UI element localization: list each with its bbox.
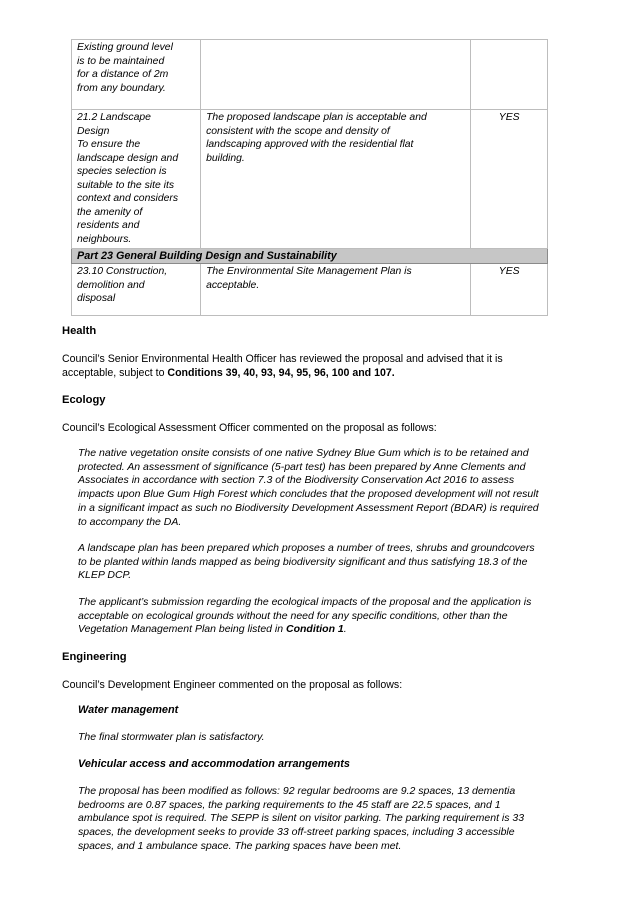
table-cell-line: building. bbox=[206, 152, 245, 164]
table-cell-line: from any boundary. bbox=[77, 82, 166, 94]
paragraph-text: acceptable, subject to bbox=[62, 367, 168, 379]
quote-line: The proposal has been modified as follows: 92 regular bedrooms are 9.2 spaces, 13 dementia bbox=[78, 785, 516, 797]
table-cell-comment bbox=[201, 110, 471, 249]
engineering-intro bbox=[62, 678, 582, 692]
quote-line: spaces, and 1 ambulance space. The parking spaces have been met. bbox=[78, 839, 402, 852]
table-row-construction bbox=[72, 264, 548, 316]
quote-line: protected. An assessment of significance (5-part test) has been prepared by Anne Clements and bbox=[78, 460, 526, 473]
subheading-vehicular-access: Vehicular access and accommodation arrangements bbox=[78, 758, 350, 770]
table-cell-control bbox=[72, 40, 201, 110]
section-heading-ecology: Ecology bbox=[62, 394, 106, 406]
table-section-row bbox=[72, 249, 548, 264]
subheading-water-management: Water management bbox=[78, 704, 179, 716]
quote-line bbox=[78, 623, 608, 637]
table-cell-line: residents and bbox=[77, 220, 140, 231]
section-heading-part23: Part 23 General Building Design and Sustainability bbox=[72, 249, 548, 264]
table-cell-line: 23.10 Construction, bbox=[77, 266, 168, 277]
table-cell-line: is to be maintained bbox=[77, 55, 165, 67]
quote-text: . bbox=[343, 623, 347, 636]
quote-line: spaces, the development seeks to provide 33 off-street parking spaces, including 3 accessible bbox=[78, 826, 515, 839]
section-heading-engineering: Engineering bbox=[62, 651, 127, 663]
table-cell-line: landscape design and bbox=[77, 152, 179, 164]
table-cell-line: Existing ground level bbox=[77, 42, 173, 53]
table-cell-complies bbox=[471, 40, 548, 110]
table-cell-line: The Environmental Site Management Plan is bbox=[206, 266, 412, 277]
quote-line: bedrooms are 0.87 spaces, the parking requirements to the 45 staff are 22.5 spaces, and 1 bbox=[78, 798, 501, 811]
table-cell-control bbox=[72, 110, 201, 249]
health-paragraph bbox=[62, 352, 582, 380]
section-heading-health: Health bbox=[62, 325, 97, 337]
table-cell-line: landscaping approved with the residential flat bbox=[206, 139, 414, 150]
table-cell-control bbox=[72, 264, 201, 316]
condition-reference: Condition 1 bbox=[286, 623, 344, 636]
ecology-intro bbox=[62, 421, 582, 435]
quote-line: ambulance spot is required. The SEPP is silent on visitor parking. The parking requirement is 33 bbox=[78, 812, 525, 825]
quote-line: The applicant’s submission regarding the ecological impacts of the proposal and the application is bbox=[78, 596, 532, 608]
table-cell-line: 21.2 Landscape bbox=[77, 112, 151, 123]
paragraph-line bbox=[62, 366, 582, 380]
quote-line: impacts upon Blue Gum High Forest which concludes that the proposed development will not result bbox=[78, 488, 539, 501]
table-row-ground-level bbox=[72, 40, 548, 110]
table-cell-line: The proposed landscape plan is acceptable and bbox=[206, 112, 427, 123]
water-management-text bbox=[78, 731, 608, 745]
quote-line: The final stormwater plan is satisfactory. bbox=[78, 731, 265, 743]
paragraph-line: Council’s Development Engineer commented on the proposal as follows: bbox=[62, 679, 403, 691]
table-cell-line: for a distance of 2m bbox=[77, 69, 169, 80]
table-cell-line: suitable to the site its bbox=[77, 179, 175, 191]
quote-line: to accompany the DA. bbox=[78, 515, 182, 528]
conditions-reference: Conditions 39, 40, 93, 94, 95, 96, 100 and 107. bbox=[167, 367, 395, 379]
table-cell-line: species selection is bbox=[77, 166, 167, 177]
quote-line: The native vegetation onsite consists of one native Sydney Blue Gum which is to be retained and bbox=[78, 447, 529, 459]
quote-line: A landscape plan has been prepared which proposes a number of trees, shrubs and groundcovers bbox=[78, 542, 535, 554]
table-cell-line: To ensure the bbox=[77, 139, 141, 150]
ecology-quote-1 bbox=[78, 447, 608, 529]
paragraph-line: Council’s Ecological Assessment Officer commented on the proposal as follows: bbox=[62, 422, 437, 434]
table-cell-comment bbox=[201, 40, 471, 110]
quote-text: Vegetation Management Plan being listed in bbox=[78, 623, 287, 636]
paragraph-line: Council’s Senior Environmental Health Officer has reviewed the proposal and advised that it is bbox=[62, 353, 503, 365]
table-cell-line: neighbours. bbox=[77, 233, 132, 245]
quote-line: KLEP DCP. bbox=[78, 569, 132, 582]
table-cell-complies: YES bbox=[471, 110, 548, 249]
ecology-quote-3 bbox=[78, 596, 608, 637]
quote-line: in a significant impact as such no Biodiversity Development Assessment Report (BDAR) is required bbox=[78, 501, 539, 514]
quote-line: Associates in accordance with section 7.3 of the Biodiversity Conservation Act 2016 to assess bbox=[78, 474, 515, 487]
table-cell-line: acceptable. bbox=[206, 279, 260, 291]
table-cell-line: context and considers bbox=[77, 193, 179, 204]
table-cell-line: Design bbox=[77, 125, 110, 137]
table-cell-complies: YES bbox=[471, 264, 548, 316]
table-cell-line: demolition and bbox=[77, 279, 145, 291]
compliance-table bbox=[71, 39, 548, 316]
table-cell-line: disposal bbox=[77, 293, 116, 304]
quote-line: to be planted within lands mapped as being biodiversity significant and thus satisfying 18.3 of the bbox=[78, 555, 528, 568]
table-cell-comment bbox=[201, 264, 471, 316]
ecology-quote-2 bbox=[78, 542, 608, 583]
table-cell-line: the amenity of bbox=[77, 206, 143, 218]
table-cell-line: consistent with the scope and density of bbox=[206, 125, 390, 137]
quote-line: acceptable on ecological grounds without the need for any specific conditions, other than the bbox=[78, 609, 508, 622]
vehicular-access-text bbox=[78, 785, 608, 854]
table-row-landscape-design bbox=[72, 110, 548, 249]
